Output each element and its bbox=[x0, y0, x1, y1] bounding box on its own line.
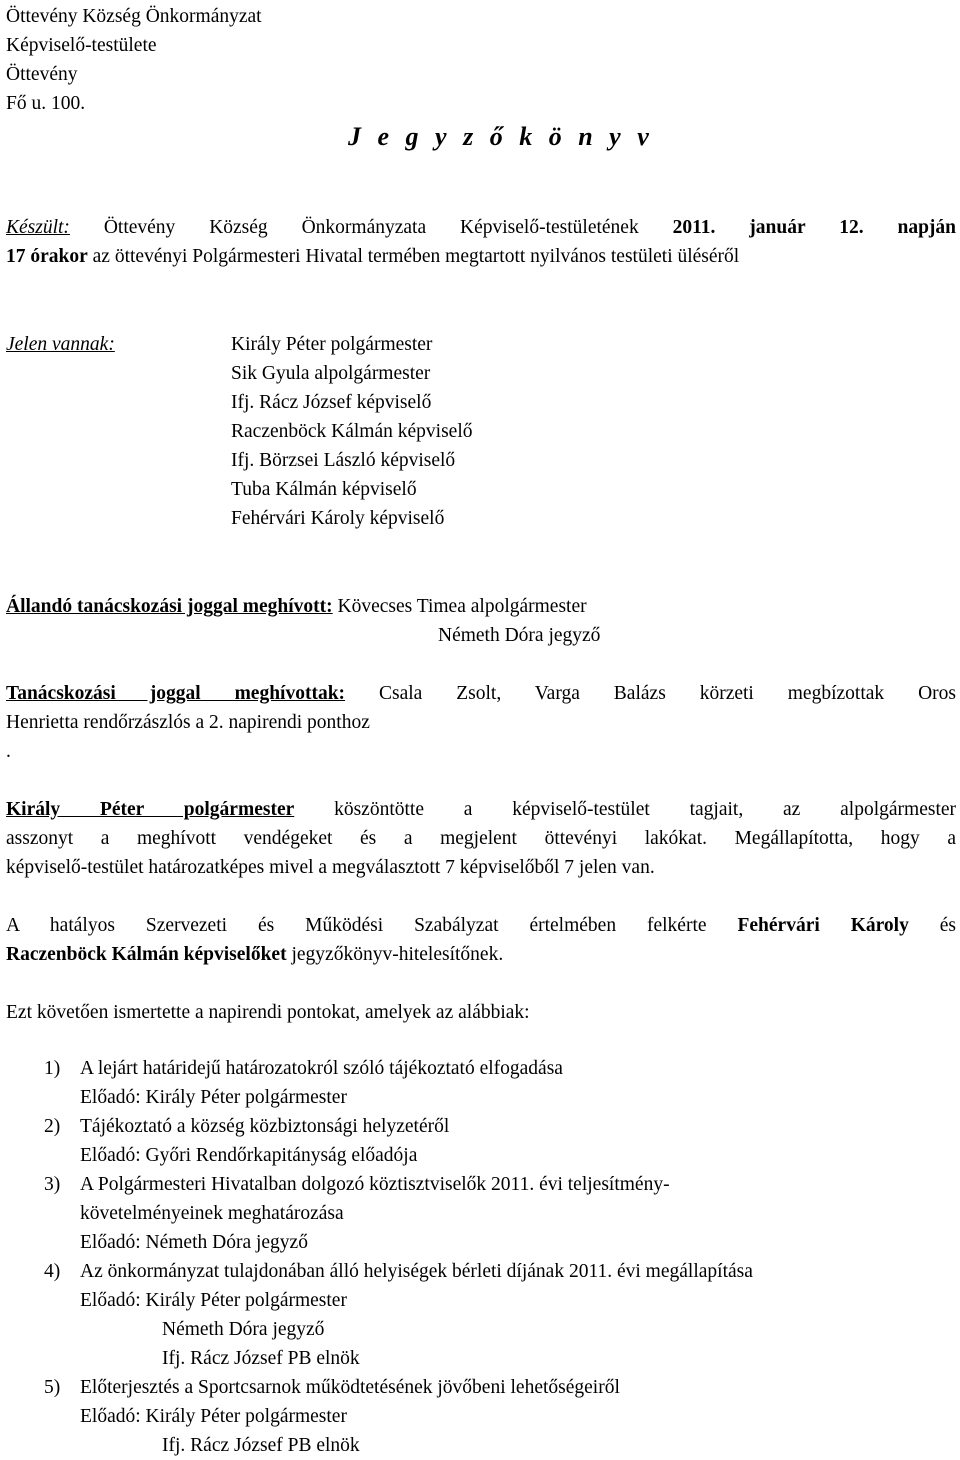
keszult-text-3: az öttevényi Polgármesteri Hivatal termében megtartott nyilvános testületi üléséről bbox=[87, 246, 740, 267]
agenda-presenter: Előadó: Király Péter polgármester bbox=[80, 1406, 347, 1427]
agenda-title: Tájékoztató a község közbiztonsági helyzetéről bbox=[80, 1116, 450, 1137]
agenda-presenter: Előadó: Németh Dóra jegyző bbox=[80, 1232, 308, 1253]
para1-line-3: képviselő-testület határozatképes mivel a megválasztott 7 képviselőből 7 jelen van. bbox=[6, 857, 655, 878]
para2-text-1: A hatályos Szervezeti és Működési Szabályzat értelmében felkérte bbox=[6, 915, 738, 936]
agenda-presenter: Előadó: Király Péter polgármester bbox=[80, 1290, 347, 1311]
para2-text-3: jegyzőkönyv-hitelesítőnek. bbox=[286, 944, 504, 965]
para2-name-2: Raczenböck Kálmán képviselőket bbox=[6, 944, 287, 965]
agenda-title: A lejárt határidejű határozatokról szóló tájékoztató elfogadása bbox=[80, 1058, 563, 1079]
agenda-number: 1) bbox=[44, 1058, 61, 1079]
agenda-item bbox=[44, 1170, 753, 1257]
agenda-item bbox=[44, 1054, 753, 1112]
agenda-presenter: Előadó: Király Péter polgármester bbox=[80, 1087, 347, 1108]
agenda-title-continued: követelményeinek meghatározása bbox=[80, 1203, 344, 1224]
para2-line-1 bbox=[6, 911, 956, 940]
agenda-item bbox=[44, 1112, 753, 1170]
keszult-label: Készült: bbox=[6, 217, 70, 238]
agenda-title: Előterjesztés a Sportcsarnok működtetésének jövőbeni lehetőségeiről bbox=[80, 1377, 620, 1398]
header-line-4: Fő u. 100. bbox=[6, 93, 86, 114]
keszult-text-1: Öttevény Község Önkormányzata Képviselő-testületének bbox=[69, 217, 673, 238]
member-item: Ifj. Börzsei László képviselő bbox=[231, 450, 456, 471]
para2-line-2 bbox=[6, 940, 503, 969]
agenda-co-presenter: Németh Dóra jegyző bbox=[162, 1319, 325, 1340]
allando-second: Németh Dóra jegyző bbox=[438, 625, 601, 646]
para3: Ezt követően ismertette a napirendi pontokat, amelyek az alábbiak: bbox=[6, 1002, 530, 1023]
tanacskozasi-label: Tanácskozási joggal meghívottak: bbox=[6, 683, 346, 704]
para2-text-2: és bbox=[908, 915, 956, 936]
member-item: Király Péter polgármester bbox=[231, 334, 433, 355]
keszult-line-2 bbox=[6, 242, 739, 271]
agenda-item bbox=[44, 1257, 753, 1373]
member-item: Tuba Kálmán képviselő bbox=[231, 479, 417, 500]
agenda-co-presenter: Ifj. Rácz József PB elnök bbox=[162, 1348, 360, 1369]
para1-text-1: köszöntötte a képviselő-testület tagjait, az alpolgármester bbox=[294, 799, 957, 820]
para2-name-1: Fehérvári Károly bbox=[737, 915, 909, 936]
agenda-list bbox=[44, 1054, 753, 1460]
keszult-time: 17 órakor bbox=[6, 246, 88, 267]
keszult-line-1 bbox=[6, 213, 956, 242]
header-line-1: Öttevény Község Önkormányzat bbox=[6, 6, 262, 27]
agenda-title: Az önkormányzat tulajdonában álló helyiségek bérleti díjának 2011. évi megállapítása bbox=[80, 1261, 753, 1282]
tanacskozasi-line-2: Henrietta rendőrzászlós a 2. napirendi ponthoz bbox=[6, 712, 370, 733]
member-list bbox=[231, 330, 473, 533]
member-item: Sik Gyula alpolgármester bbox=[231, 363, 431, 384]
member-item: Fehérvári Károly képviselő bbox=[231, 508, 445, 529]
agenda-item bbox=[44, 1373, 753, 1460]
document-title: J e g y z ő k ö n y v bbox=[348, 122, 654, 151]
header-line-3: Öttevény bbox=[6, 64, 78, 85]
agenda-number: 4) bbox=[44, 1261, 61, 1282]
agenda-number: 2) bbox=[44, 1116, 61, 1137]
para1-line-2: asszonyt a meghívott vendégeket és a megjelent öttevényi lakókat. Megállapította, hogy a bbox=[6, 828, 956, 849]
para1-line-1 bbox=[6, 795, 956, 824]
jelen-label: Jelen vannak: bbox=[6, 334, 115, 355]
keszult-text-2: napján bbox=[863, 217, 957, 238]
agenda-number: 5) bbox=[44, 1377, 61, 1398]
allando-label: Állandó tanácskozási joggal meghívott: bbox=[6, 596, 333, 617]
allando-line-1 bbox=[6, 592, 587, 621]
agenda-number: 3) bbox=[44, 1174, 61, 1195]
para1-name: Király Péter polgármester bbox=[6, 799, 295, 820]
member-item: Raczenböck Kálmán képviselő bbox=[231, 421, 473, 442]
allando-first: Kövecses Timea alpolgármester bbox=[332, 596, 587, 617]
tanacskozasi-dot: . bbox=[6, 741, 11, 762]
agenda-presenter: Előadó: Győri Rendőrkapitányság előadója bbox=[80, 1145, 418, 1166]
agenda-title: A Polgármesteri Hivatalban dolgozó köztisztviselők 2011. évi teljesítmény- bbox=[80, 1174, 670, 1195]
tanacskozasi-line-1 bbox=[6, 679, 956, 708]
header-line-2: Képviselő-testülete bbox=[6, 35, 157, 56]
tanacskozasi-text-1: Csala Zsolt, Varga Balázs körzeti megbízottak Oros bbox=[345, 683, 956, 704]
agenda-co-presenter: Ifj. Rácz József PB elnök bbox=[162, 1435, 360, 1456]
member-item: Ifj. Rácz József képviselő bbox=[231, 392, 432, 413]
keszult-date: 2011. január 12. bbox=[672, 217, 864, 238]
